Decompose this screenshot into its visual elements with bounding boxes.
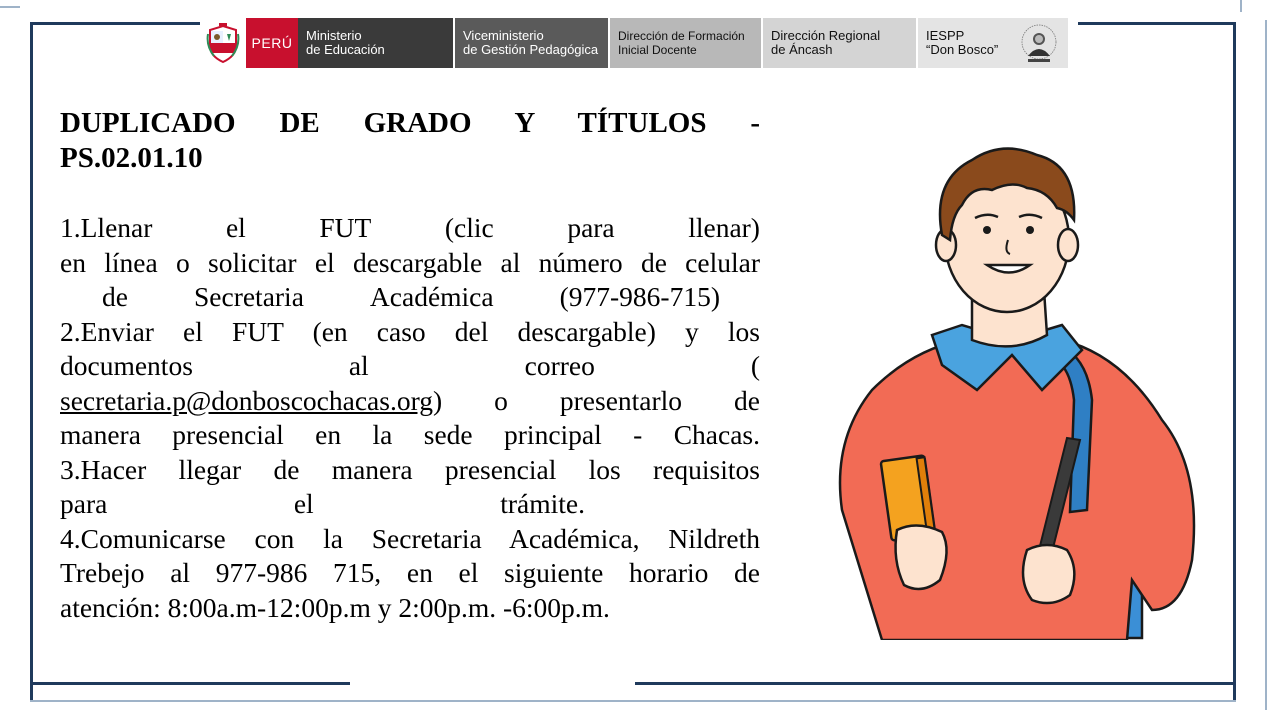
- ministerio-educacion-label: [298, 18, 453, 68]
- frame-line: [1265, 20, 1267, 710]
- step-1-line-b: en línea o solicitar el descargable al número de celular: [60, 246, 760, 278]
- step-3-line-a: 3.Hacer llegar de manera presencial los requisitos: [60, 453, 760, 485]
- step-2-line-b: [60, 349, 760, 384]
- frame-line: [1078, 22, 1236, 25]
- minedu-line1: Ministerio: [306, 28, 362, 43]
- step-2-rest: ) o presentarlo de: [433, 384, 760, 416]
- frame-line: [30, 682, 350, 685]
- email-link[interactable]: secretaria.p@donboscochacas.org: [60, 384, 433, 416]
- frame-line: [30, 22, 33, 702]
- frame-line: [635, 682, 1236, 685]
- frame-line: [1233, 22, 1236, 702]
- iespp-line2: “Don Bosco”: [926, 42, 999, 57]
- iespp-don-bosco-label: [916, 18, 1068, 68]
- frame-line: [30, 700, 1236, 702]
- fut-fill-link[interactable]: llenar): [688, 212, 760, 243]
- frame-line: [0, 6, 20, 8]
- fut-fill-link[interactable]: (clic: [444, 212, 494, 243]
- step-2-line-d: manera presencial en la sede principal - Chacas.: [60, 419, 760, 450]
- title-line1: DUPLICADO DE GRADO Y TÍTULOS -: [60, 107, 760, 139]
- viceministerio-label: [453, 18, 608, 68]
- word: (: [750, 350, 760, 381]
- hand: [896, 525, 947, 589]
- peru-coat-of-arms-icon: [200, 18, 246, 68]
- word: el: [225, 212, 246, 243]
- reg-line2: de Áncash: [771, 42, 833, 57]
- step-1-line-c: [60, 280, 760, 315]
- reg-line1: Dirección Regional: [771, 28, 881, 43]
- step-2-line-c: [60, 384, 760, 419]
- dir-line1: Dirección de Formación: [618, 29, 745, 43]
- phone-number: (977-986-715): [559, 281, 720, 312]
- word: Secretaria: [193, 281, 304, 312]
- word: FUT: [319, 212, 372, 243]
- institution-banner: [200, 18, 1068, 68]
- title-line2: PS.02.01.10: [60, 142, 203, 174]
- word: el: [293, 488, 314, 519]
- step-4-line-a: 4.Comunicarse con la Secretaria Académica, Nildreth: [60, 522, 760, 554]
- word: documentos: [60, 350, 193, 381]
- minedu-line2: de Educación: [306, 42, 385, 57]
- word: para: [60, 488, 108, 519]
- vice-line1: Viceministerio: [463, 28, 544, 43]
- step-4-line-c: atención: 8:00a.m-12:00p.m y 2:00p.m. -6:00p.m.: [60, 591, 610, 623]
- step-1-line-a: [60, 211, 760, 246]
- steps-list: [60, 211, 760, 625]
- hand: [1023, 545, 1074, 603]
- frame-line: [30, 22, 202, 25]
- frame-line: [1240, 0, 1242, 12]
- direccion-regional-label: [761, 18, 916, 68]
- page-title: [60, 106, 760, 176]
- word: correo: [524, 350, 595, 381]
- fut-fill-link[interactable]: para: [567, 212, 615, 243]
- word: al: [348, 350, 369, 381]
- word: 1.Llenar: [60, 212, 153, 243]
- vice-line2: de Gestión Pedagógica: [463, 42, 599, 57]
- student-with-backpack-illustration: [812, 140, 1212, 640]
- step-4-line-b: Trebejo al 977-986 715, en el siguiente horario de: [60, 557, 760, 588]
- dir-line2: Inicial Docente: [618, 43, 697, 57]
- word: de: [102, 281, 128, 312]
- word: trámite.: [500, 488, 585, 519]
- procedure-content: [60, 106, 760, 625]
- word: Académica: [369, 281, 494, 312]
- step-3-line-b: [60, 487, 760, 522]
- iespp-line1: IESPP: [926, 28, 965, 43]
- peru-label: PERÚ: [246, 18, 298, 68]
- step-2-line-a: 2.Enviar el FUT (en caso del descargable) y los: [60, 315, 760, 347]
- direccion-formacion-label: [608, 18, 761, 68]
- don-bosco-seal-icon: [1016, 22, 1062, 64]
